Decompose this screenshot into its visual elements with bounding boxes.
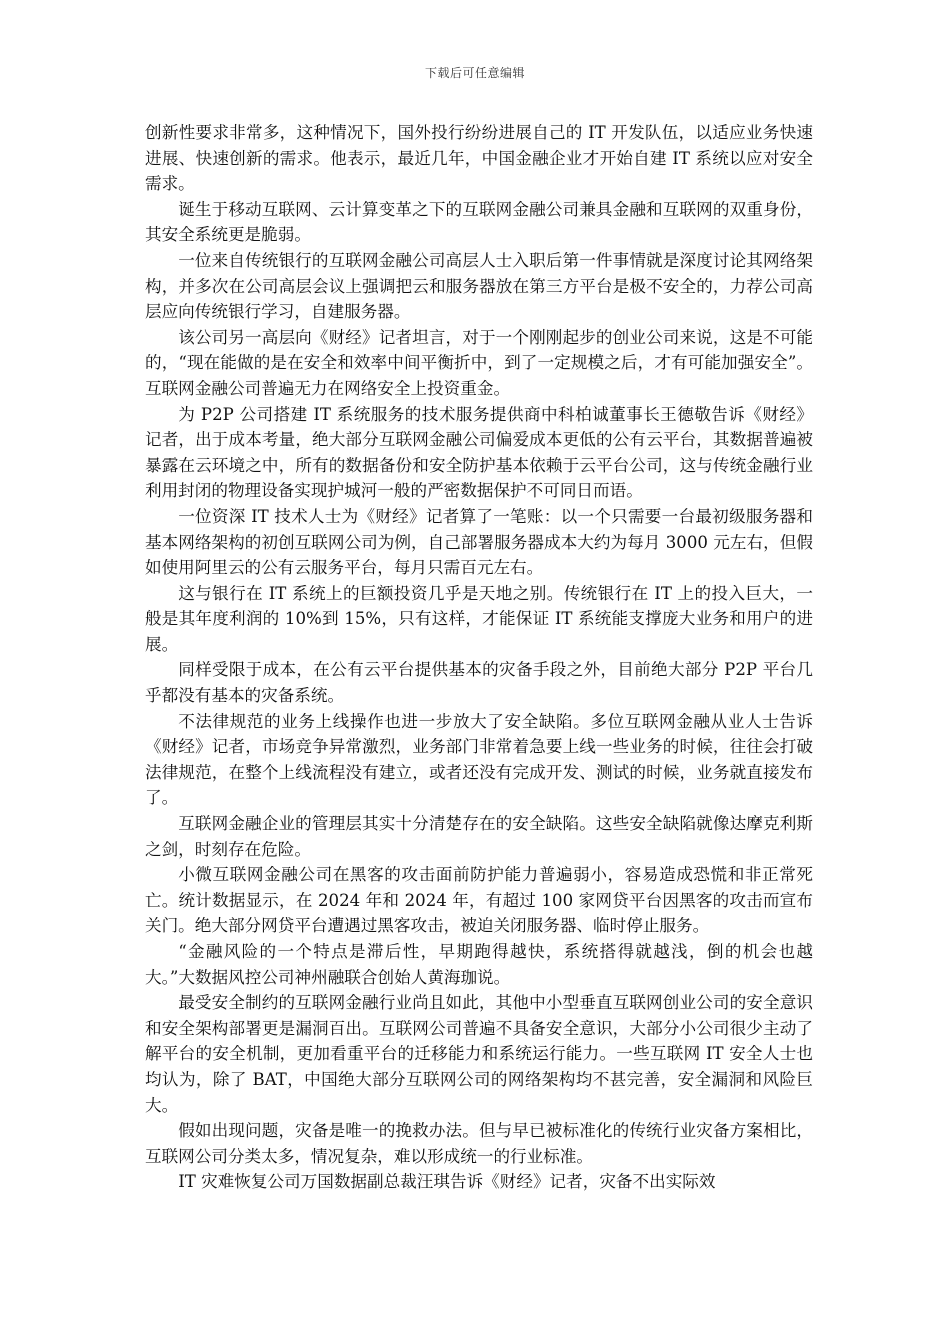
- paragraph: 一位资深 IT 技术人士为《财经》记者算了一笔账：以一个只需要一台最初级服务器和基本网络架构的初创互联网公司为例，自己部署服务器成本大约为每月 3000 元左右，但假如使用阿里云的公有云服务平台，每月只需百元左右。: [145, 506, 813, 578]
- paragraph: 诞生于移动互联网、云计算变革之下的互联网金融公司兼具金融和互联网的双重身份，其安全系统更是脆弱。: [145, 199, 813, 245]
- paragraph: “金融风险的一个特点是滞后性，早期跑得越快，系统搭得就越浅，倒的机会也越大。”大数据风控公司神州融联合创始人黄海珈说。: [145, 942, 813, 987]
- page-header-note: 下载后可任意编辑: [424, 66, 525, 80]
- paragraph: 小微互联网金融公司在黑客的攻击面前防护能力普遍弱小，容易造成恐慌和非正常死亡。统计数据显示，在 2024 年和 2024 年，有超过 100 家网贷平台因黑客的攻击而宣布关门。绝大部分网贷平台遭遇过黑客攻击，被迫关闭服务器、临时停止服务。: [145, 865, 813, 936]
- paragraph: IT 灾难恢复公司万国数据副总裁汪琪告诉《财经》记者，灾备不出实际效: [178, 1172, 716, 1192]
- paragraph: 假如出现问题，灾备是唯一的挽救办法。但与早已被标准化的传统行业灾备方案相比，互联网公司分类太多，情况复杂，难以形成统一的行业标准。: [145, 1121, 813, 1166]
- paragraph: 互联网金融企业的管理层其实十分清楚存在的安全缺陷。这些安全缺陷就像达摩克利斯之剑，时刻存在危险。: [145, 814, 813, 859]
- document-body: [145, 120, 813, 1195]
- paragraph: 创新性要求非常多，这种情况下，国外投行纷纷进展自己的 IT 开发队伍，以适应业务快速进展、快速创新的需求。他表示，最近几年，中国金融企业才开始自建 IT 系统以应对安全需求。: [145, 123, 813, 194]
- paragraph: 该公司另一高层向《财经》记者坦言，对于一个刚刚起步的创业公司来说，这是不可能的，“现在能做的是在安全和效率中间平衡折中，到了一定规模之后，才有可能加强安全”。互联网金融公司普遍无力在网络安全上投资重金。: [145, 327, 813, 398]
- paragraph: 最受安全制约的互联网金融行业尚且如此，其他中小型垂直互联网创业公司的安全意识和安全架构部署更是漏洞百出。互联网公司普遍不具备安全意识，大部分小公司很少主动了解平台的安全机制，更加看重平台的迁移能力和系统运行能力。一些互联网 IT 安全人士也均认为，除了 BAT，中国绝大部分互联网公司的网络架构均不甚完善，安全漏洞和风险巨大。: [145, 993, 813, 1115]
- paragraph: 为 P2P 公司搭建 IT 系统服务的技术服务提供商中科柏诚董事长王德敬告诉《财经》记者，出于成本考量，绝大部分互联网金融公司偏爱成本更低的公有云平台，其数据普遍被暴露在云环境之中，所有的数据备份和安全防护基本依赖于云平台公司，这与传统金融行业利用封闭的物理设备实现护城河一般的严密数据保护不可同日而语。: [145, 404, 813, 501]
- paragraph: 一位来自传统银行的互联网金融公司高层人士入职后第一件事情就是深度讨论其网络架构，并多次在公司高层会议上强调把云和服务器放在第三方平台是极不安全的，力荐公司高层应向传统银行学习，自建服务器。: [145, 250, 813, 322]
- paragraph: 不法律规范的业务上线操作也进一步放大了安全缺陷。多位互联网金融从业人士告诉《财经》记者，市场竞争异常激烈，业务部门非常着急要上线一些业务的时候，往往会打破法律规范，在整个上线流程没有建立，或者还没有完成开发、测试的时候，业务就直接发布了。: [145, 711, 813, 808]
- paragraph: 同样受限于成本，在公有云平台提供基本的灾备手段之外，目前绝大部分 P2P 平台几乎都没有基本的灾备系统。: [145, 660, 813, 706]
- paragraph: 这与银行在 IT 系统上的巨额投资几乎是天地之别。传统银行在 IT 上的投入巨大，一般是其年度利润的 10%到 15%，只有这样，才能保证 IT 系统能支撑庞大业务和用户的进展。: [145, 583, 813, 654]
